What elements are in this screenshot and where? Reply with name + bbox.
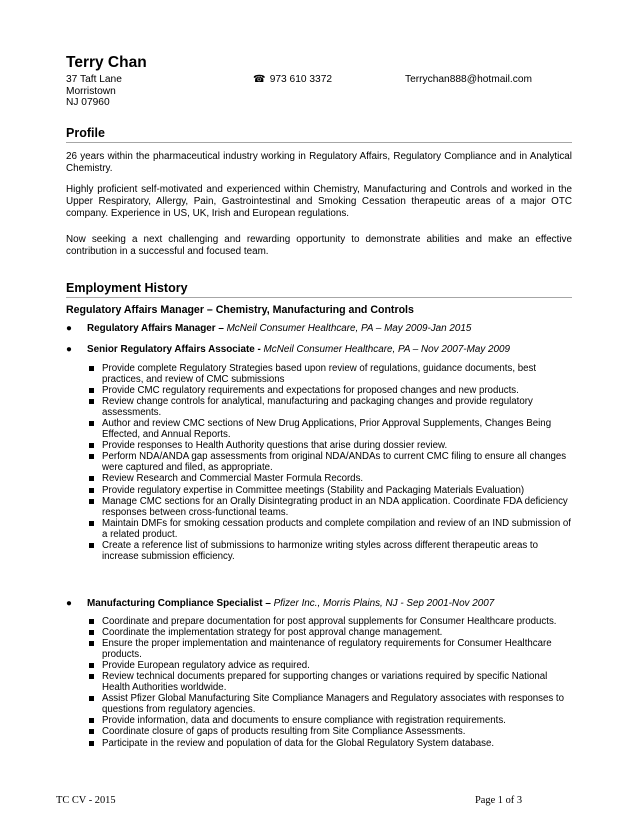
employment-subheading: Regulatory Affairs Manager – Chemistry, Manufacturing and Controls	[66, 304, 414, 316]
employment-divider	[66, 297, 572, 298]
list-item: Provide complete Regulatory Strategies based upon review of regulations, guidance documents, best practices, and review of CMC submissions	[66, 363, 572, 385]
profile-paragraph-3: Now seeking a next challenging and rewarding opportunity to demonstrate abilities and make an effective contribution in a successful and focused team.	[66, 234, 572, 257]
list-item: Review Research and Commercial Master Formula Records.	[66, 473, 572, 484]
footer-document-label: TC CV - 2015	[56, 795, 116, 806]
list-item: Coordinate and prepare documentation for post approval supplements for Consumer Healthcare products.	[66, 616, 572, 627]
profile-paragraph-1: 26 years within the pharmaceutical industry working in Regulatory Affairs, Regulatory Compliance and in Analytical Chemistry.	[66, 151, 572, 174]
contact-block	[66, 74, 572, 109]
job3-responsibilities	[66, 616, 572, 749]
candidate-name: Terry Chan	[66, 54, 147, 71]
email-address[interactable]: Terrychan888@hotmail.com	[405, 74, 532, 85]
job-role: Manufacturing Compliance Specialist –	[87, 598, 271, 609]
address-line-3: NJ 07960	[66, 97, 110, 108]
list-item: Maintain DMFs for smoking cessation products and complete compilation and review of an IND submission of a related product.	[66, 518, 572, 540]
list-item: Perform NDA/ANDA gap assessments from original NDA/ANDAs to current CMC filing to ensure all changes were captured and filed, as appropriate.	[66, 451, 572, 473]
list-item: Provide CMC regulatory requirements and expectations for proposed changes and new products.	[66, 385, 572, 396]
list-item: Provide European regulatory advice as required.	[66, 660, 572, 671]
list-item: Assist Pfizer Global Manufacturing Site Compliance Managers and Regulatory associates with responses to questions from regulatory agencies.	[66, 693, 572, 715]
list-item: Coordinate closure of gaps of products resulting from Site Compliance Assessments.	[66, 726, 572, 737]
footer-page-number: Page 1 of 3	[475, 795, 523, 806]
list-item: Author and review CMC sections of New Drug Applications, Prior Approval Supplements, Changes Being Effected, and Annual Reports.	[66, 418, 572, 440]
job-detail: McNeil Consumer Healthcare, PA – May 2009-Jan 2015	[226, 323, 472, 334]
profile-divider	[66, 142, 572, 143]
profile-paragraph-2: Highly proficient self-motivated and experienced within Chemistry, Manufacturing and Controls and worked in the Upper Respiratory, Allergy, Pain, Gastrointestinal and Smoking Cessation therapeutic areas of a major OTC company. Experience in US, UK, Irish and European regulations.	[66, 184, 572, 219]
list-item: Participate in the review and population of data for the Global Regulatory System database.	[66, 738, 572, 749]
phone	[253, 74, 332, 86]
job-role: Regulatory Affairs Manager –	[87, 323, 224, 334]
list-item: Provide regulatory expertise in Committee meetings (Stability and Packaging Materials Evaluation)	[66, 485, 572, 496]
email	[401, 74, 532, 86]
list-item: Provide information, data and documents to ensure compliance with registration requirements.	[66, 715, 572, 726]
job-detail: McNeil Consumer Healthcare, PA – Nov 2007-May 2009	[263, 344, 510, 355]
list-item: Coordinate the implementation strategy for post approval change management.	[66, 627, 572, 638]
employment-heading: Employment History	[66, 281, 188, 295]
list-item: Create a reference list of submissions to harmonize writing styles across different therapeutic areas to increase submission efficiency.	[66, 540, 572, 562]
list-item: Provide responses to Health Authority questions that arise during dossier review.	[66, 440, 572, 451]
job-bullet: ●	[66, 323, 72, 334]
list-item: Review technical documents prepared for supporting changes or variations required by specific National Health Authorities worldwide.	[66, 671, 572, 693]
list-item: Ensure the proper implementation and maintenance of regulatory requirements for Consumer Healthcare products.	[66, 638, 572, 660]
phone-number: 973 610 3372	[269, 74, 333, 85]
job2-responsibilities	[66, 363, 572, 562]
phone-icon: ☎	[253, 74, 266, 85]
address-line-1: 37 Taft Lane	[66, 74, 122, 85]
address-line-2: Morristown	[66, 85, 116, 97]
profile-heading: Profile	[66, 126, 105, 140]
job-role: Senior Regulatory Affairs Associate -	[87, 344, 261, 355]
job-detail: Pfizer Inc., Morris Plains, NJ - Sep 2001-Nov 2007	[273, 598, 495, 609]
list-item: Manage CMC sections for an Orally Disintegrating product in an NDA application. Coordinate FDA deficiency responses between cross-functional teams.	[66, 496, 572, 518]
job-bullet: ●	[66, 598, 72, 609]
job-bullet: ●	[66, 344, 72, 355]
list-item: Review change controls for analytical, manufacturing and packaging changes and provide regulatory assessments.	[66, 396, 572, 418]
